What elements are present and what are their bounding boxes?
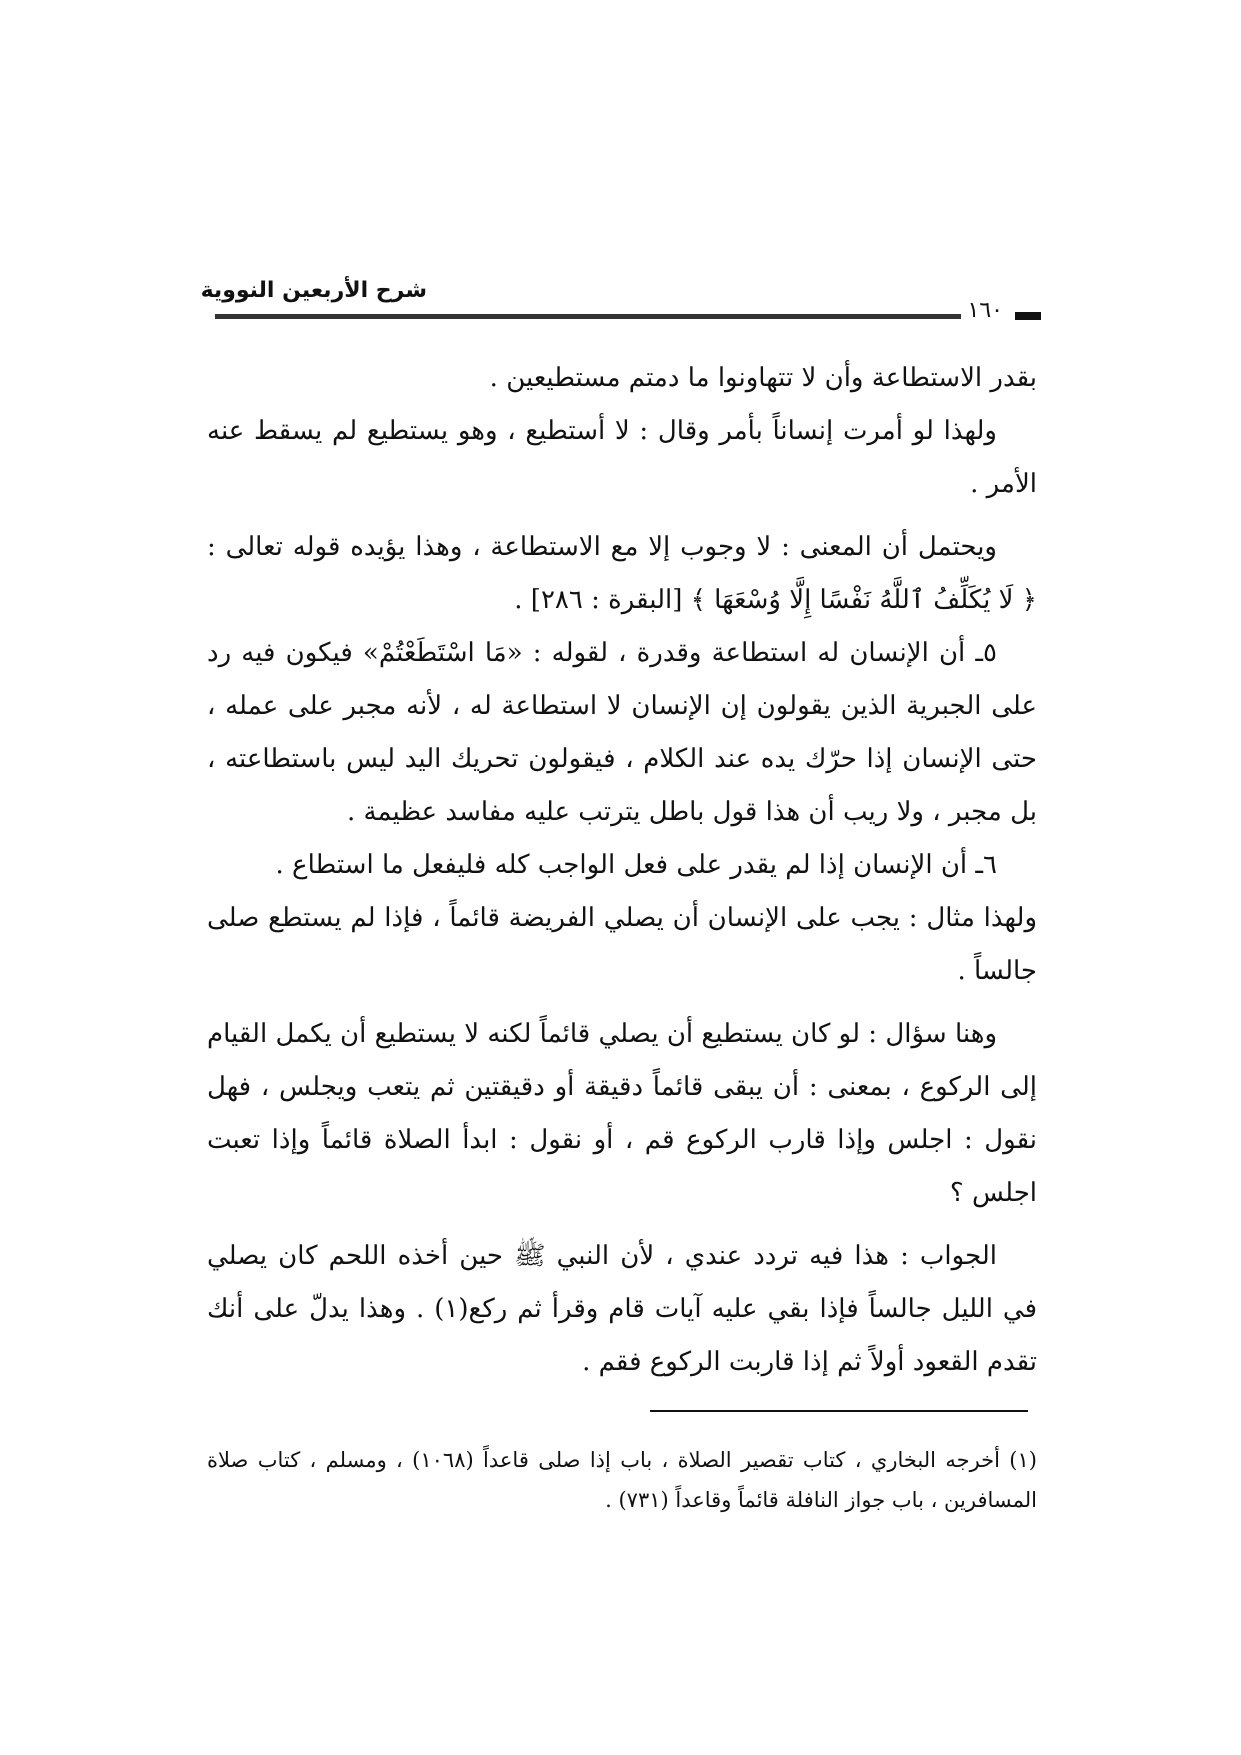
footnote: (١) أخرجه البخاري ، كتاب تقصير الصلاة ، باب إذا صلى قاعداً (١٠٦٨) ، ومسلم ، كتاب صلاة المسافرين ، باب جواز النافلة قائماً وقاعداً (٧٣١) . — [207, 1448, 1037, 1512]
paragraph: ولهذا مثال : يجب على الإنسان أن يصلي الفريضة قائماً ، فإذا لم يستطع صلى جالساً . — [207, 903, 1037, 986]
page-number: ١٦٠ — [967, 298, 1003, 323]
header-rule — [215, 314, 961, 319]
header-rule-end-mark — [1015, 312, 1041, 320]
footnote-separator — [650, 1410, 1028, 1412]
paragraph: ٦ـ أن الإنسان إذا لم يقدر على فعل الواجب كله فليفعل ما استطاع . — [275, 850, 997, 880]
main-text — [207, 352, 1037, 1389]
page-header — [200, 278, 1025, 328]
paragraph: ويحتمل أن المعنى : لا وجوب إلا مع الاستطاعة ، وهذا يؤيده قوله تعالى : ﴿ لَا يُكَلِّفُ ٱللَّهُ نَفْسًا إِلَّا وُسْعَهَا ﴾ [البقرة : ٢٨٦] . — [207, 532, 1037, 615]
running-title: شرح الأربعين النووية — [200, 278, 427, 303]
paragraph: ٥ـ أن الإنسان له استطاعة وقدرة ، لقوله : «مَا اسْتَطَعْتُمْ» فيكون فيه رد على الجبرية الذين يقولون إن الإنسان لا استطاعة له ، لأنه مجبر على عمله ، حتى الإنسان إذا حرّك يده عند الكلام ، فيقولون تحريك اليد ليس باستطاعته ، بل مجبر ، ولا ريب أن هذا قول باطل يترتب عليه مفاسد عظيمة . — [207, 638, 1037, 827]
paragraph: وهنا سؤال : لو كان يستطيع أن يصلي قائماً لكنه لا يستطيع أن يكمل القيام إلى الركوع ، بمعنى : أن يبقى قائماً دقيقة أو دقيقتين ثم يتعب ويجلس ، فهل نقول : اجلس وإذا قارب الركوع قم ، أو نقول : ابدأ الصلاة قائماً وإذا تعبت اجلس ؟ — [207, 1019, 1037, 1208]
paragraph: الجواب : هذا فيه تردد عندي ، لأن النبي ﷺ حين أخذه اللحم كان يصلي في الليل جالساً فإذا بقي عليه آيات قام وقرأ ثم ركع(١) . وهذا يدلّ على أنك تقدم القعود أولاً ثم إذا قاربت الركوع فقم . — [207, 1241, 1037, 1377]
paragraph: ولهذا لو أمرت إنساناً بأمر وقال : لا أستطيع ، وهو يستطيع لم يسقط عنه الأمر . — [207, 416, 1037, 499]
paragraph: بقدر الاستطاعة وأن لا تتهاونوا ما دمتم مستطيعين . — [489, 363, 1037, 393]
